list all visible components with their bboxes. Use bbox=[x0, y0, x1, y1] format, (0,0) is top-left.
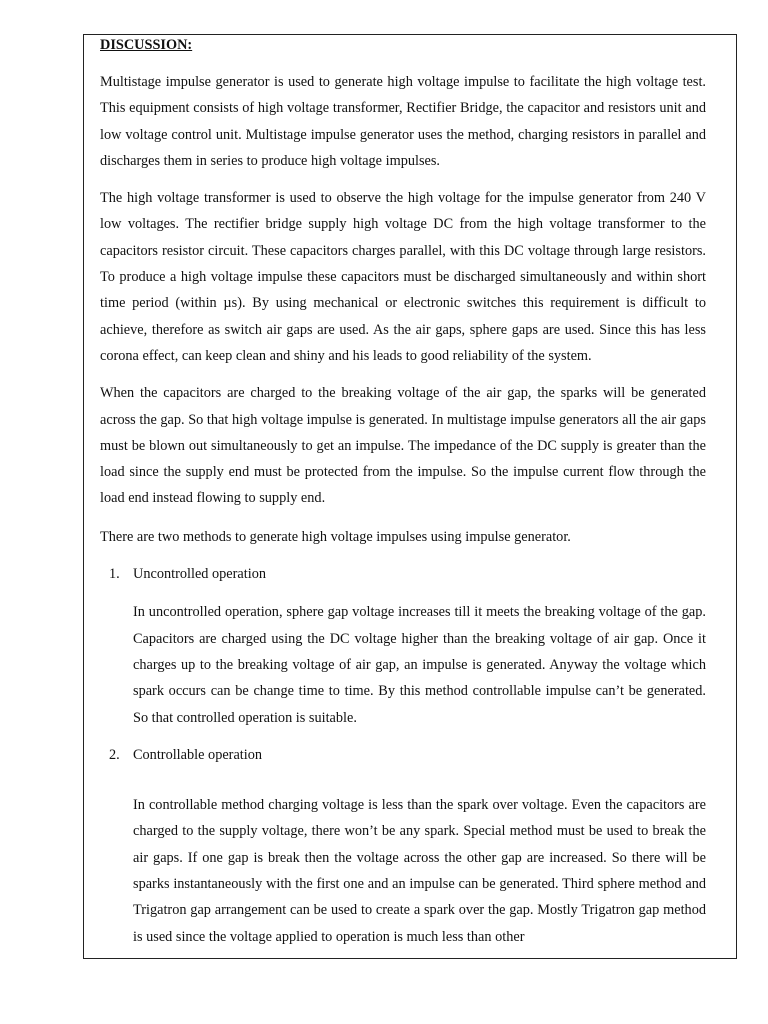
section-heading: DISCUSSION: bbox=[100, 37, 193, 53]
list-item-body-controllable: In controllable method charging voltage is less than the spark over voltage. Even the capacitors are charged to the supply voltage, there won’t be any spark. Special method must be used to break the air gaps. If one gap is break then the voltage across the other gap are increased. So there will be sparks instantaneously with the first one and an impulse can be generated. Third sphere method and Trigatron gap arrangement can be used to create a spark over the gap. Mostly Trigatron gap method is used since the voltage applied to operation is much less than other bbox=[133, 797, 706, 945]
list-item-title: Uncontrolled operation bbox=[133, 566, 267, 583]
list-item-controllable bbox=[100, 742, 706, 768]
paragraph-transformer: The high voltage transformer is used to observe the high voltage for the impulse generator from 240 V low voltages. The rectifier bridge supply high voltage DC from the high voltage transformer to the capacitors resistor circuit. These capacitors charges parallel, with this DC voltage through large resistors. To produce a high voltage impulse these capacitors must be discharged simultaneously and within short time period (within µs). By using mechanical or electronic switches this requirement is difficult to achieve, therefore as switch air gaps are used. As the air gaps, sphere gaps are used. Since this has less corona effect, can keep clean and shiny and his leads to good reliability of the system. bbox=[100, 190, 706, 364]
paragraph-breaking-voltage: When the capacitors are charged to the breaking voltage of the air gap, the sparks will be generated across the gap. So that high voltage impulse is generated. In multistage impulse generators all the air gaps must be blown out simultaneously to get an impulse. The impedance of the DC supply is greater than the load since the supply end must be protected from the impulse. So the impulse current flow through the load end instead flowing to supply end. bbox=[100, 385, 706, 507]
paragraph-intro: Multistage impulse generator is used to generate high voltage impulse to facilitate the high voltage test. This equipment consists of high voltage transformer, Rectifier Bridge, the capacitor and resistors unit and low voltage control unit. Multistage impulse generator uses the method, charging resistors in parallel and discharges them in series to produce high voltage impulses. bbox=[100, 74, 706, 169]
document-content bbox=[100, 35, 706, 950]
list-number: 1. bbox=[109, 566, 120, 583]
list-number: 2. bbox=[109, 746, 120, 763]
list-item-body-uncontrolled: In uncontrolled operation, sphere gap voltage increases till it meets the breaking voltage of the gap. Capacitors are charged using the DC voltage higher than the breaking voltage of air gap. Once it charges up to the breaking voltage of air gap, an impulse is generated. Anyway the voltage which spark occurs can be change time to time. By this method controllable impulse can’t be generated. So that controlled operation is suitable. bbox=[133, 604, 706, 726]
paragraph-methods-intro: There are two methods to generate high voltage impulses using impulse generator. bbox=[100, 528, 571, 545]
list-item-title: Controllable operation bbox=[133, 746, 263, 763]
list-item-uncontrolled bbox=[100, 561, 706, 587]
document-page bbox=[83, 34, 737, 959]
